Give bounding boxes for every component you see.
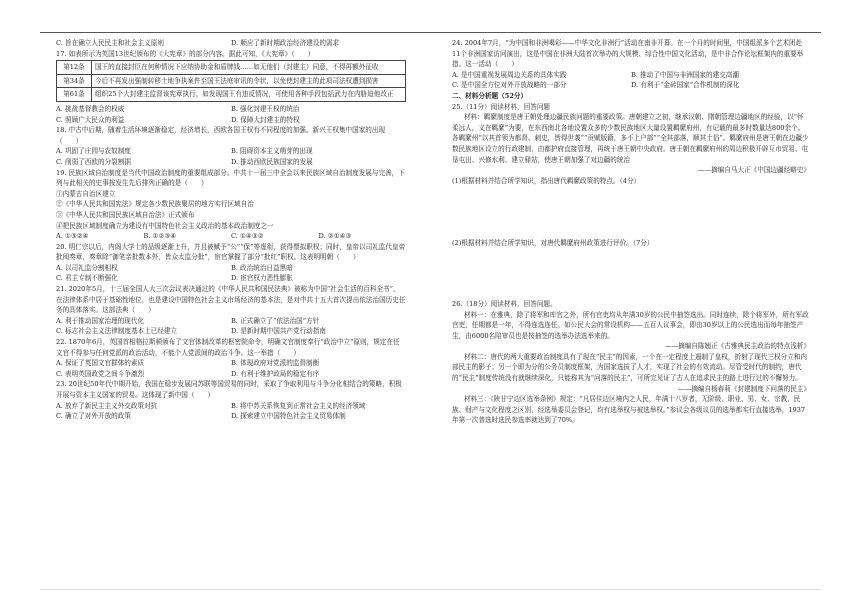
q26-source-2: ——摘编自杨春莉《封建制度下问落的民主》: [678, 384, 810, 393]
q24-options: [452, 70, 810, 81]
q25-material: 材料：羁縻制度是唐王朝处理边疆民族问题的重要政策。唐朝建立之初，继承汉朝、隋朝管理边疆地区的经验，以“怀柔远人，义在羁縻”为要，在东西南北各地设置众多的少数民族地区大量设置羁縻府州，有记载的最多时数量达800余个。各羁縻州“以其首领为都督、刺史，皆得世袭”“贡赋版籍，多不上户部”“全其部落，顺其土俗”。羁縻府州是唐王朝在边疆少数民族地区设立的行政建制，由都护府直接管理，再统于唐王朝中央政府。唐王朝在羁縻府州的周边积极开辟互市贸易、屯垦屯田、兴修水利、建立驿站，使唐王朝加强了对边疆的统治: [452, 113, 809, 164]
q19-item: ②《中华人民共和国宪法》规定各少数民族聚居的地方实行区域自治: [56, 200, 254, 209]
question-17: 17. 如表所示为英国13世纪颁布的《大宪章》的部分内容。据此可知，《大宪章》（ ）: [56, 49, 315, 58]
option: A. 保证了英国文官群体的素质: [56, 359, 145, 368]
option: A. ①③②④: [56, 232, 89, 241]
table-row: [57, 61, 406, 75]
table-cell: 第34条: [57, 74, 92, 88]
header-rule: [40, 32, 821, 33]
q18-options: [56, 157, 406, 168]
option: A. 以司礼监分割相权: [56, 263, 118, 272]
question-20: 20. 明仁宗以后，内阁大学士的品级逐渐上升，并且被赋予“公”“保”等虚衔，获得票拟职权；同时，皇帝以司礼监代皇帝批阅奏章，奏章除“御笔亲批数本外，皆众太监分批”，宦官掌握了部分“批红”职权。这表明明朝（ ）: [56, 242, 406, 262]
q19-item: ④把民族区域制度确立为建设有中国特色社会主义政治的基本政治制度之一: [56, 221, 274, 230]
option: D. 有利于维护政局的稳定有序: [231, 369, 320, 378]
q26-material-3: 材料三：《陕甘宁边区选举条例》规定：“凡居住边区境内之人民，年满十八岁者，无阶级、职业、男、女、宗教、民族、财产与文化程度之区别，经选举委员会登记，均有选举权与被选举权。”参议会各级议员的选举都实行直接选举，1937年第一次普选时选民参选率就达到了70%。: [452, 395, 806, 425]
q25-part1: (1)根据材料并结合所学知识，指出唐代羁縻政策的特点。（4分）: [452, 176, 641, 185]
q21-options: [56, 316, 406, 327]
q16-options-cd: [56, 38, 406, 49]
answer-space: [452, 249, 810, 299]
option: B. 政治统治日益黑暗: [231, 263, 293, 272]
q17-options: [56, 104, 406, 115]
q25-source: ——摘编自马大正《中国边疆经略史》: [697, 166, 810, 175]
q22-options: [56, 369, 406, 380]
option: C. 照顾广大民众的利益: [56, 115, 125, 124]
option: C. 削弱了西欧的分裂割据: [56, 157, 131, 166]
q17-options: [56, 115, 406, 126]
option: B. 强化封建王权的统治: [231, 104, 300, 113]
question-19: 19. 民族区域自治制度是当代中国政治制度的重要组成部分。中共十一届三中全会以来民族区域自治制度发展与完善，下列与此相关的史事按发生先后排列正确的是（ ）: [56, 168, 405, 188]
option: A. 挑战基督教会的权威: [56, 104, 125, 113]
option: A. 放弃了新民主主义外交政策对抗: [56, 401, 158, 410]
table-cell: 第12条: [57, 61, 92, 75]
option: C. 旨在确立人民民主和社会主义原则: [56, 39, 164, 47]
q24-options: [452, 80, 810, 91]
table-cell: 国王的直接封臣在何种情况下应纳协助金和盾牌钱……如无他们（封建主）同意，不得再额外征收: [92, 61, 406, 75]
q23-options: [56, 401, 406, 412]
option: D. 推动西欧民族国家的发展: [231, 157, 313, 166]
table-cell: 第61条: [57, 88, 92, 102]
q18-options: [56, 146, 406, 157]
option: A. 利于推动国家治理的现代化: [56, 316, 145, 325]
question-24: 24. 2004年7月，“为中国和非洲喝彩——中华文化非洲行”活动在南非开幕。在一个月的时间里，中国组派多个艺术团赴11个非洲国家访问演出，这是中国在非洲大陆首次举办的大规模、综合性中国文化活动，是中非合作论坛框架内的重要举措。这一活动（ ）: [452, 39, 804, 69]
q20-options: [56, 273, 406, 284]
right-column: [452, 38, 810, 426]
option: C. ①④③②: [231, 232, 264, 241]
option: B. 将中苏关系恢复到正常社会主义的经济领域: [231, 401, 366, 410]
section-heading: 二、材料分析题（52分）: [452, 91, 528, 100]
q26-material-1: 材料一：在雅典，除了将军和库官之外，所有官吏均从年满30岁的公民中抽签选出。同时连续，除个将军外，所有军政官吏，任期都是一年，不得连选连任。如公民大会的常设机构——五百人议事会，即由30岁以上的公民选出而每年抽签产生，由6000名陪审员也是按抽签的选举办法选举来的。: [452, 310, 809, 340]
question-22: 22. 1870年6月，英国首相格拉斯顿颁布了文官体制改革的枢密院命令，明确文官制度奉行“政治中立”原则，规定在任文官不得参与任何党派的政治活动，不能个人党派间的政治斗争。这一举措（ ）: [56, 338, 400, 357]
option: B. 正式确立了“依法治国”方针: [231, 316, 320, 325]
option: C. 表明英国政党之间斗争激烈: [56, 369, 145, 378]
table-row: [57, 74, 406, 88]
option: B. 阻碍资本主义萌芽的出现: [231, 147, 313, 156]
option: B. 体现政府对党派的监督制衡: [231, 359, 320, 368]
option: C. 标志社会主义法律制度基本上已经建立: [56, 327, 178, 336]
option: C. 确立了对外开放的政策: [56, 412, 131, 421]
option: D. 宦官权力恶性膨胀: [231, 274, 293, 283]
option: C. 是中国全方位对外开放战略的一部分: [452, 81, 567, 90]
q19-options: [56, 231, 406, 242]
magna-carta-table: [56, 60, 406, 102]
table-cell: 组织25个大封建主监督该宪章执行，如发现国王有违反情况，可使用各种手段包括武力在内胁迫他改正: [92, 88, 406, 102]
q26-source-1: ——摘编自陈翘正《古雅典民主政治的特点浅析》: [664, 342, 810, 351]
question-21: 21. 2020年5月，十三届全国人大三次会议表决通过的《中华人民共和国民法典》被称为中国“社会生活的百科全书”，在法律体系中居于基础性地位，也是建设中国特色社会主义市场经济的基本法，是对中共十五大首次提出依法治国历史任务的具体落实。这部法典（ ）: [56, 285, 406, 315]
option: A. 巩固了庄园与农奴制度: [56, 147, 131, 156]
option: D. 是新时期中国共产党行动指南: [231, 327, 326, 336]
q22-options: [56, 358, 406, 369]
question-26: 26.（18分）阅读材料，回答问题。: [452, 299, 557, 308]
table-cell: 今后不再发出强制转移土地争执案件至国王法庭审讯的令状，以免使封建主的此项司法权遭到损害: [92, 74, 406, 88]
q19-item: ③《中华人民共和国民族区域自治法》正式颁布: [56, 210, 195, 219]
table-row: [57, 88, 406, 102]
option: D. 顺应了新时期政治经济建设的需求: [231, 39, 340, 47]
option: C. 君主专制不断强化: [56, 274, 118, 283]
option: D. 探索建立中国特色社会主义贸易体制: [231, 412, 346, 421]
question-18: 18. 中古中后期，随着生活环境逐渐稳定，经济增长，西欧各国王权有不同程度的加强。新兴王权集中国家的出现（ ）: [56, 126, 386, 145]
question-25: 25.（11分）阅读材料，回答问题: [452, 102, 551, 111]
q20-options: [56, 263, 406, 274]
option: D. 有利于“金砖国家”合作机制的深化: [631, 81, 740, 90]
q25-part2: (2)根据材料并结合所学知识，对唐代羁縻府州政策进行评价。（7分）: [452, 239, 654, 248]
answer-space: [452, 186, 810, 238]
option: D. ②①④③: [318, 232, 352, 241]
option: D. 保障大封建主的特权: [231, 115, 300, 124]
q19-item: ①内蒙古自治区建立: [56, 189, 116, 198]
option: B. 推动了中国与非洲国家的建交高潮: [631, 70, 739, 79]
left-column: [56, 38, 406, 422]
option: B. ①②③④: [143, 232, 177, 241]
q26-material-2: 材料二：唐代的两大重要政治制度具有了现在“民主”的因素，一个在一定程度上遏制了皇权，折射了现代三权分立和内部民主的影子；另一个即为分的公务员制度框架，为国家选拔了人才，实现了社会的有效流动。尽管受时代的制约，唐代的“民主”制度传统没有就继续深化，只能称其为“问落的民主”，可所完见证了古人在追求民主的路上进行过的不懈努力。: [452, 352, 808, 383]
question-23: 23. 20世纪50年代中期开始，我国在稳步发展同苏联等国贸易的同时，采取了争取利用与斗争分化相结合的策略，积极开展与资本主义国家的贸易。这体现了新中国（ ）: [56, 380, 402, 399]
q23-options: [56, 411, 406, 422]
option: A. 是中国重视发展周边关系的具体实践: [452, 70, 567, 79]
q21-options: [56, 326, 406, 337]
footer-rule: [40, 589, 821, 590]
